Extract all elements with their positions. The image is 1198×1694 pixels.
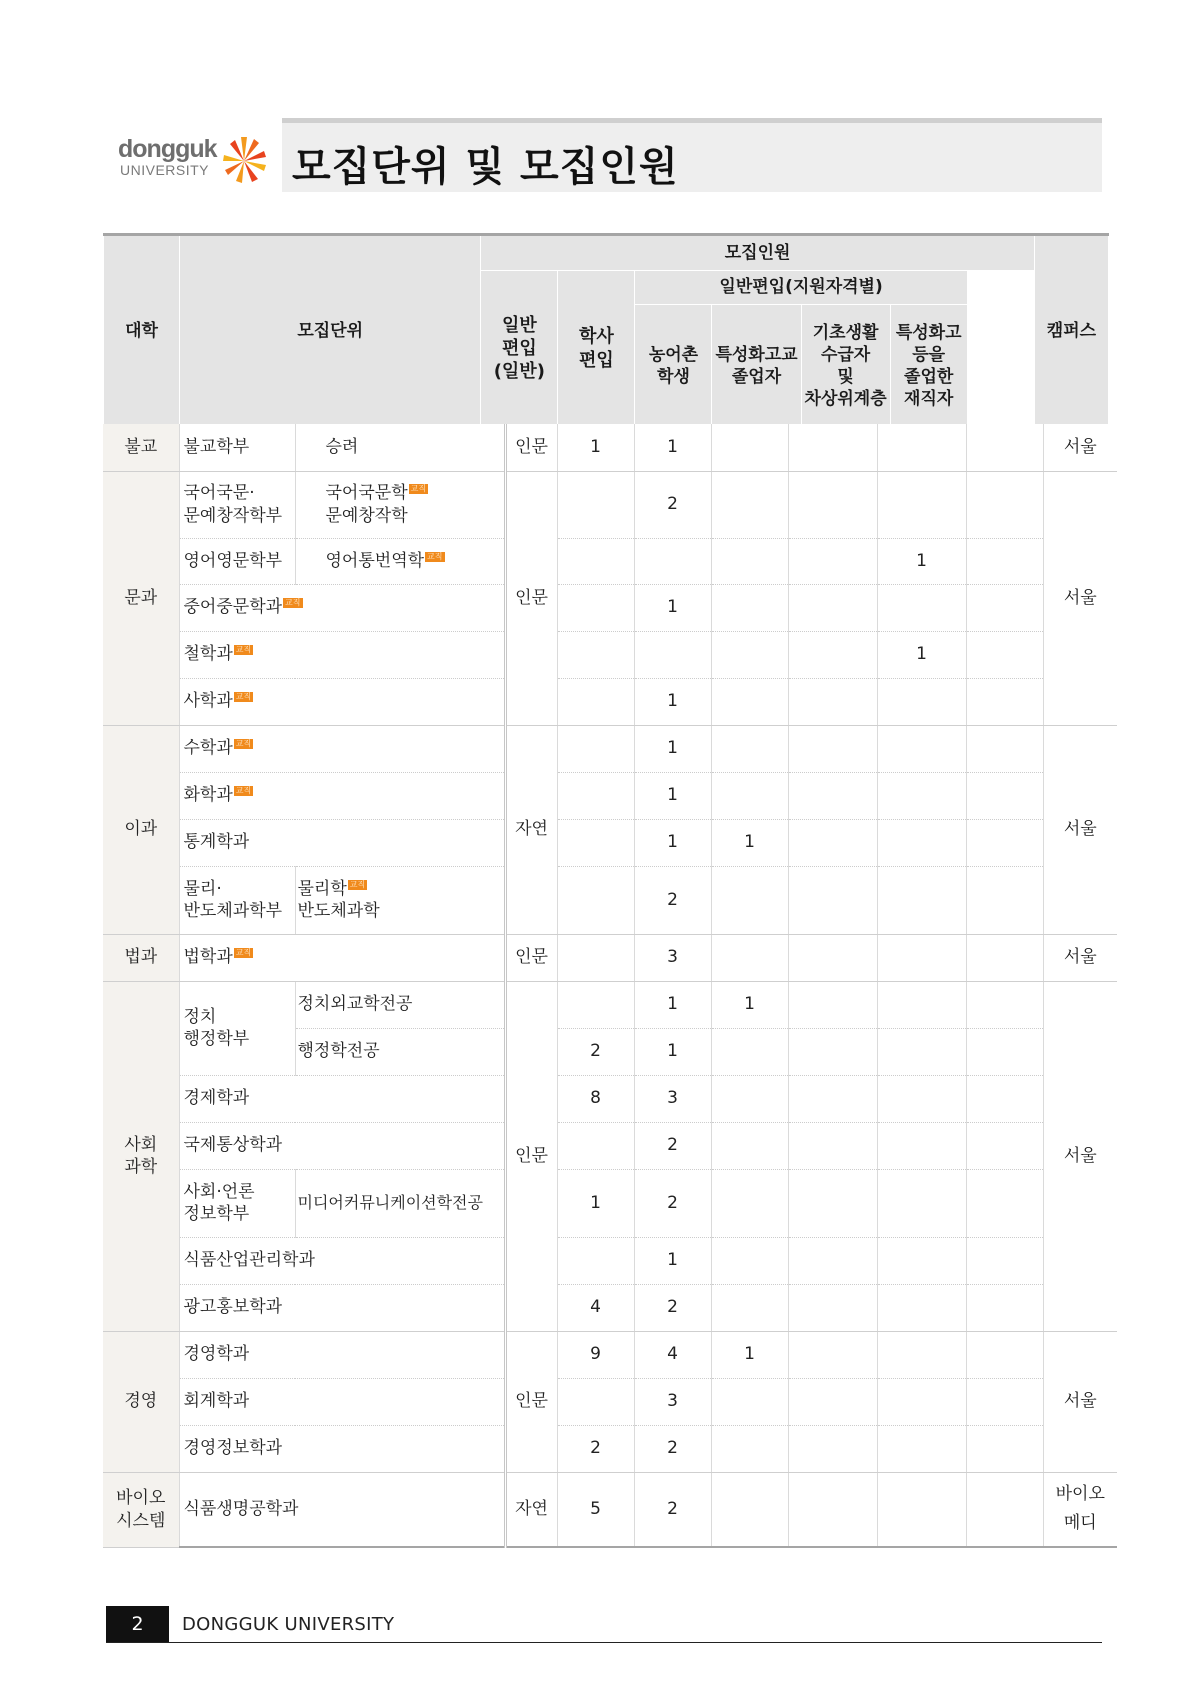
unit-cell: 불교학부 <box>179 424 295 471</box>
unit-cell: 식품산업관리학과 <box>179 1237 505 1284</box>
campus-cell: 서울 <box>1043 1331 1117 1472</box>
bachelor-cell: 3 <box>634 1075 711 1122</box>
bachelor-cell: 1 <box>634 1237 711 1284</box>
unit-cell: 경제학과 <box>179 1075 505 1122</box>
unit-cell: 영어영문학부 <box>179 538 295 584</box>
college-cell: 사회 과학 <box>103 981 179 1331</box>
header-college: 대학 <box>104 235 180 428</box>
footer-university: DONGGUK UNIVERSITY <box>182 1614 395 1635</box>
unit-label: 중어중문학과 <box>183 597 283 618</box>
recruitment-table-full-body <box>103 424 1117 1548</box>
bachelor-cell: 3 <box>634 934 711 981</box>
campus-cell: 서울 <box>1043 424 1117 471</box>
teaching-badge: 교직 <box>349 879 366 889</box>
header-spec-employed: 특성화고 등을 졸업한 재직자 <box>890 305 967 428</box>
teaching-badge: 교직 <box>235 645 252 655</box>
header-recruit: 모집인원 <box>481 235 1035 271</box>
logo-wordmark: dongguk <box>118 135 217 163</box>
unit-cell <box>179 631 505 678</box>
table-row <box>103 1331 1117 1378</box>
sub-unit-label: 영어통번역학 <box>325 550 425 571</box>
unit-cell: 광고홍보학과 <box>179 1284 505 1331</box>
sub-unit-cell <box>295 866 505 934</box>
sub-unit-cell <box>295 471 505 538</box>
header-unit: 모집단위 <box>180 235 481 428</box>
general-cell: 4 <box>557 1284 634 1331</box>
table-row <box>103 772 1117 819</box>
unit-cell <box>179 678 505 725</box>
bachelor-cell: 1 <box>634 725 711 772</box>
bachelor-cell: 1 <box>634 1028 711 1075</box>
bachelor-cell: 2 <box>634 866 711 934</box>
table-row <box>103 1284 1117 1331</box>
unit-label: 사학과 <box>183 691 233 712</box>
unit-cell: 회계학과 <box>179 1378 505 1425</box>
header-rural: 농어촌 학생 <box>635 305 712 428</box>
page-footer <box>106 1606 1102 1643</box>
college-cell: 법과 <box>103 934 179 981</box>
header-specialized: 특성화고교 졸업자 <box>712 305 801 428</box>
unit-label: 법학과 <box>183 947 233 968</box>
general-cell: 9 <box>557 1331 634 1378</box>
unit-cell: 물리· 반도체과학부 <box>179 866 295 934</box>
track-cell: 인문 <box>505 471 557 725</box>
bachelor-cell: 2 <box>634 1169 711 1237</box>
logo-subtext: UNIVERSITY <box>120 162 210 178</box>
teaching-badge: 교직 <box>427 551 443 561</box>
track-cell: 인문 <box>505 981 557 1331</box>
unit-cell: 국제통상학과 <box>179 1122 505 1169</box>
track-cell: 인문 <box>505 1331 557 1472</box>
teaching-badge: 교직 <box>410 484 427 494</box>
unit-label: 철학과 <box>183 644 233 665</box>
bachelor-cell: 2 <box>634 1122 711 1169</box>
rural-cell: 1 <box>711 981 788 1028</box>
unit-label: 수학과 <box>183 738 233 759</box>
header-basic-living: 기초생활 수급자 및 차상위계층 <box>801 305 890 428</box>
bachelor-cell: 1 <box>634 772 711 819</box>
bachelor-cell: 1 <box>634 981 711 1028</box>
general-cell: 1 <box>557 424 634 471</box>
table-row <box>103 678 1117 725</box>
unit-cell: 통계학과 <box>179 819 505 866</box>
unit-label: 화학과 <box>183 785 233 806</box>
table-row <box>103 538 1117 584</box>
unit-cell <box>179 584 505 631</box>
header-general: 일반 편입 (일반) <box>481 271 558 428</box>
unit-cell <box>179 772 505 819</box>
track-cell: 자연 <box>505 1472 557 1547</box>
table-row <box>103 725 1117 772</box>
rural-cell: 1 <box>711 1331 788 1378</box>
bachelor-cell: 1 <box>634 584 711 631</box>
teaching-badge: 교직 <box>235 692 252 702</box>
college-cell: 문과 <box>103 471 179 725</box>
university-logo <box>118 133 278 183</box>
general-cell: 2 <box>557 1425 634 1472</box>
campus-cell: 바이오 메디 <box>1043 1472 1117 1547</box>
campus-cell: 서울 <box>1043 981 1117 1331</box>
bachelor-cell: 4 <box>634 1331 711 1378</box>
bachelor-cell: 1 <box>634 819 711 866</box>
college-cell: 바이오 시스템 <box>103 1472 179 1547</box>
header-general-qual: 일반편입(지원자격별) <box>635 271 967 305</box>
table-row <box>103 1425 1117 1472</box>
sub-unit-label: 문예창작학 <box>325 505 408 526</box>
basic-living-cell: 1 <box>877 538 966 584</box>
unit-cell: 국어국문· 문예창작학부 <box>179 471 295 538</box>
college-cell: 이과 <box>103 725 179 934</box>
page-title: 모집단위 및 모집인원 <box>292 144 679 190</box>
table-row <box>103 471 1117 538</box>
college-cell: 불교 <box>103 424 179 471</box>
unit-cell: 정치 행정학부 <box>179 981 295 1075</box>
general-cell: 1 <box>557 1169 634 1237</box>
sub-unit-label: 국어국문학 <box>325 483 408 504</box>
bachelor-cell: 1 <box>634 678 711 725</box>
general-cell: 2 <box>557 1028 634 1075</box>
table-row <box>103 584 1117 631</box>
table-row <box>103 934 1117 981</box>
table-row <box>103 981 1117 1028</box>
unit-cell: 경영정보학과 <box>179 1425 505 1472</box>
table-row <box>103 1122 1117 1169</box>
bachelor-cell: 2 <box>634 471 711 538</box>
campus-cell: 서울 <box>1043 934 1117 981</box>
table-row <box>103 1237 1117 1284</box>
general-cell: 8 <box>557 1075 634 1122</box>
campus-cell: 서울 <box>1043 471 1117 725</box>
track-cell: 인문 <box>505 424 557 471</box>
bachelor-cell: 3 <box>634 1378 711 1425</box>
unit-cell: 식품생명공학과 <box>179 1472 505 1547</box>
bachelor-cell: 1 <box>634 424 711 471</box>
unit-cell <box>179 725 505 772</box>
campus-cell: 서울 <box>1043 725 1117 934</box>
page-number: 2 <box>106 1606 169 1642</box>
bachelor-cell: 2 <box>634 1284 711 1331</box>
bachelor-cell: 2 <box>634 1425 711 1472</box>
track-cell: 인문 <box>505 934 557 981</box>
track-cell: 자연 <box>505 725 557 934</box>
sub-unit-cell: 승려 <box>295 424 505 471</box>
basic-living-cell: 1 <box>877 631 966 678</box>
sub-unit-label: 반도체과학 <box>297 901 380 921</box>
sub-unit-cell: 행정학전공 <box>295 1028 505 1075</box>
table-row <box>103 631 1117 678</box>
header-bachelor: 학사 편입 <box>558 271 635 428</box>
table-row <box>103 819 1117 866</box>
sub-unit-cell: 미디어커뮤니케이션학전공 <box>295 1169 505 1237</box>
college-cell: 경영 <box>103 1331 179 1472</box>
general-cell: 5 <box>557 1472 634 1547</box>
table-row <box>103 1075 1117 1122</box>
table-row <box>103 1378 1117 1425</box>
table-row <box>103 866 1117 934</box>
teaching-badge: 교직 <box>235 739 252 749</box>
recruitment-table <box>103 233 1109 429</box>
logo-flame-icon <box>218 133 274 185</box>
bachelor-cell: 2 <box>634 1472 711 1547</box>
sub-unit-label: 물리학 <box>297 878 347 899</box>
sub-unit-cell <box>295 538 505 584</box>
table-row <box>103 424 1117 471</box>
title-bar <box>282 118 1102 192</box>
table-row <box>103 1472 1117 1547</box>
unit-cell: 사회·언론 정보학부 <box>179 1169 295 1237</box>
teaching-badge: 교직 <box>285 598 301 608</box>
rural-cell: 1 <box>711 819 788 866</box>
sub-unit-cell: 정치외교학전공 <box>295 981 505 1028</box>
header-campus: 캠퍼스 <box>1034 235 1108 428</box>
unit-cell <box>179 934 505 981</box>
table-row <box>103 1169 1117 1237</box>
unit-cell: 경영학과 <box>179 1331 505 1378</box>
teaching-badge: 교직 <box>235 948 252 958</box>
teaching-badge: 교직 <box>235 786 252 796</box>
